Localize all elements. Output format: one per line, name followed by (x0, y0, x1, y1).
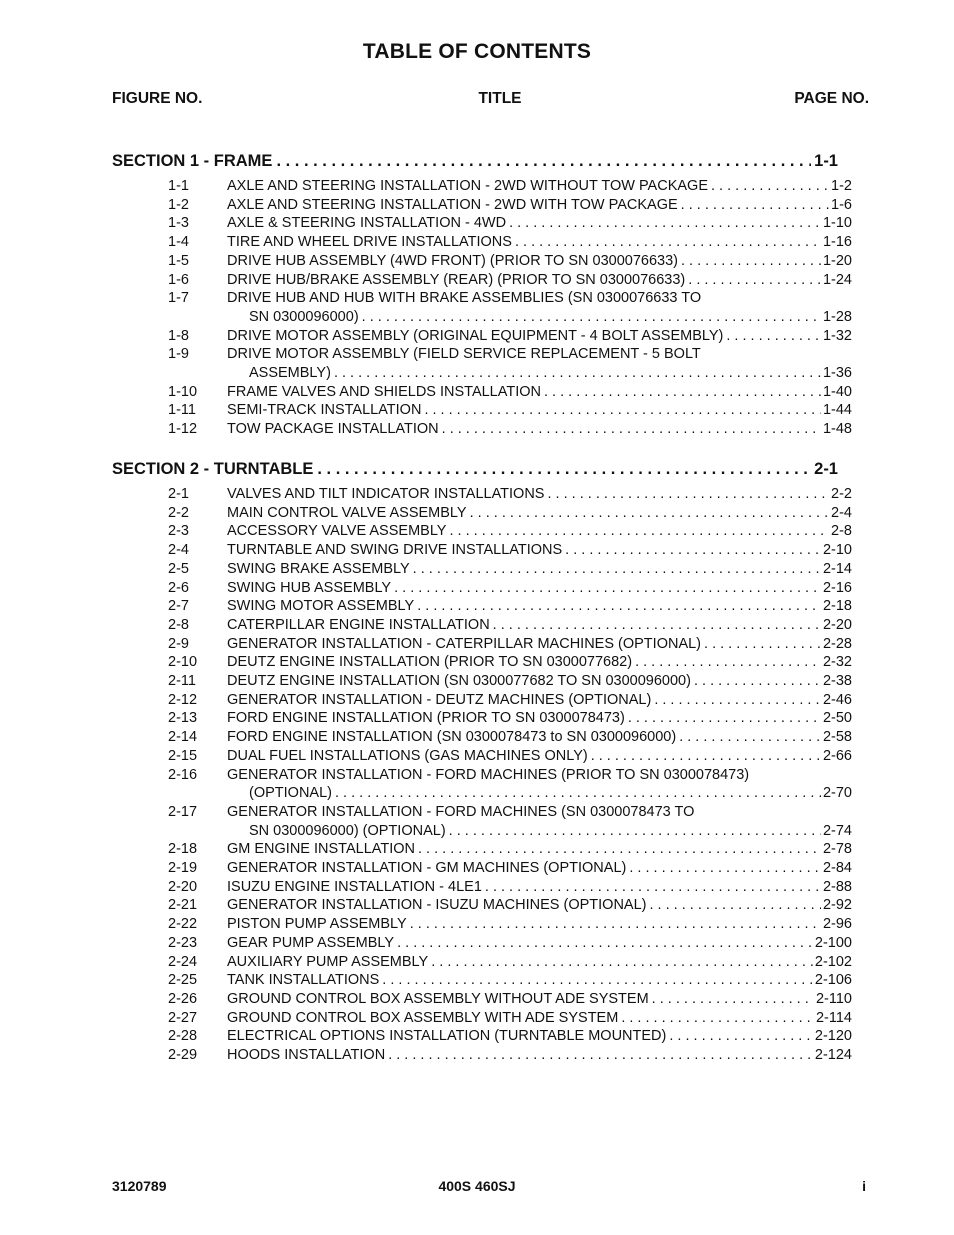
entry-title: GENERATOR INSTALLATION - GM MACHINES (OPTIONAL) (227, 860, 627, 876)
figure-number: 2-7 (168, 598, 189, 615)
entry-title: TANK INSTALLATIONS (227, 972, 380, 989)
dot-leader (591, 748, 821, 764)
entry-line (249, 365, 852, 381)
dot-leader (335, 785, 821, 801)
entry-title: DRIVE MOTOR ASSEMBLY (FIELD SERVICE REPLACEMENT - 5 BOLT (227, 346, 701, 363)
entry-line (227, 636, 852, 652)
dot-leader (362, 309, 821, 325)
section-page-number: 1-1 (814, 152, 838, 170)
dot-leader (726, 328, 821, 344)
dot-leader (688, 272, 821, 288)
entry-line (249, 309, 852, 325)
dot-leader (711, 178, 829, 194)
entry-page-number: 1-48 (822, 421, 852, 438)
entry-line (227, 879, 852, 895)
figure-number: 2-1 (168, 486, 189, 502)
entry-page-number: 2-14 (822, 560, 852, 577)
entry-page-number: 2-88 (822, 878, 852, 895)
entry-line (227, 253, 852, 269)
entry-page-number: 2-120 (814, 1028, 852, 1045)
entry-title: SWING BRAKE ASSEMBLY (227, 560, 410, 577)
entry-line (227, 402, 852, 418)
dot-leader (654, 692, 821, 708)
dot-leader (669, 1028, 813, 1044)
dot-leader (493, 617, 821, 633)
entry-line (227, 598, 852, 614)
entry-title: (OPTIONAL) (249, 785, 332, 802)
entry-page-number: 2-100 (814, 934, 852, 951)
entry-title: ISUZU ENGINE INSTALLATION - 4LE1 (227, 878, 482, 895)
page-no-header: PAGE NO. (794, 90, 869, 107)
entry-line (227, 561, 852, 577)
entry-line (249, 823, 852, 839)
dot-leader (565, 542, 821, 558)
entry-title: AXLE & STEERING INSTALLATION - 4WD (227, 215, 507, 232)
footer-page-number: i (862, 1178, 866, 1194)
figure-number: 2-11 (168, 673, 196, 689)
figure-number: 2-9 (168, 635, 189, 652)
figure-number: 2-24 (168, 953, 198, 970)
entry-page-number: 2-124 (814, 1047, 852, 1063)
entry-title: TOW PACKAGE INSTALLATION (227, 421, 439, 438)
entry-title: ELECTRICAL OPTIONS INSTALLATION (TURNTABLE MOUNTED) (227, 1028, 667, 1045)
entry-line (227, 328, 852, 344)
figure-number: 2-29 (168, 1047, 198, 1063)
entry-page-number: 2-18 (822, 598, 852, 615)
entry-line (227, 421, 852, 437)
entry-line (227, 916, 852, 932)
dot-leader (431, 954, 813, 970)
entry-line (227, 673, 852, 689)
entry-title: TURNTABLE AND SWING DRIVE INSTALLATIONS (227, 542, 563, 559)
figure-number: 2-12 (168, 691, 198, 708)
dot-leader (515, 234, 821, 250)
entry-page-number: 2-20 (822, 616, 852, 633)
entry-line (227, 860, 852, 876)
figure-number: 1-11 (168, 402, 196, 419)
entry-title: TIRE AND WHEEL DRIVE INSTALLATIONS (227, 234, 512, 251)
figure-number: 1-8 (168, 327, 189, 344)
figure-number: 1-5 (168, 252, 189, 269)
dot-leader (681, 253, 821, 269)
dot-leader (449, 523, 829, 539)
entry-line (249, 785, 852, 801)
entry-page-number: 2-70 (822, 785, 852, 802)
section-heading[interactable] (112, 460, 838, 479)
entry-line (227, 991, 852, 1007)
footer-document-number: 3120789 (112, 1178, 167, 1194)
dot-leader (410, 916, 821, 932)
entry-title: VALVES AND TILT INDICATOR INSTALLATIONS (227, 486, 545, 502)
figure-number: 2-23 (168, 934, 198, 951)
figure-number: 2-17 (168, 803, 198, 820)
entry-page-number: 2-78 (822, 841, 852, 858)
figure-number: 2-14 (168, 729, 198, 746)
entry-line (227, 710, 852, 726)
entry-page-number: 2-102 (814, 953, 852, 970)
entry-page-number: 1-36 (822, 364, 852, 381)
entry-title: FORD ENGINE INSTALLATION (PRIOR TO SN 0300078473) (227, 710, 625, 727)
entry-line (227, 523, 852, 539)
entry-title: SWING HUB ASSEMBLY (227, 579, 392, 596)
entry-line (227, 897, 852, 913)
entry-page-number: 1-10 (822, 215, 852, 232)
entry-title: AUXILIARY PUMP ASSEMBLY (227, 953, 429, 970)
dot-leader (334, 365, 821, 381)
dot-leader (417, 598, 821, 614)
figure-number: 2-18 (168, 841, 198, 858)
figure-number: 2-26 (168, 990, 198, 1007)
entry-page-number: 2-66 (822, 747, 852, 764)
entry-line (227, 729, 852, 745)
entry-title: GROUND CONTROL BOX ASSEMBLY WITHOUT ADE SYSTEM (227, 990, 649, 1007)
entry-page-number: 2-28 (822, 635, 852, 652)
entry-page-number: 1-20 (822, 252, 852, 269)
dot-leader (635, 654, 821, 670)
entry-line (227, 272, 852, 288)
figure-number: 1-6 (168, 271, 189, 288)
figure-number: 2-28 (168, 1028, 198, 1045)
entry-line (227, 384, 852, 400)
figure-number: 2-22 (168, 916, 198, 933)
entry-title: ACCESSORY VALVE ASSEMBLY (227, 523, 447, 540)
dot-leader (629, 860, 821, 876)
figure-number: 1-9 (168, 346, 189, 363)
entry-title: GENERATOR INSTALLATION - ISUZU MACHINES (OPTIONAL) (227, 897, 647, 914)
dot-leader (547, 486, 829, 502)
dot-leader (694, 673, 821, 689)
figure-number: 2-25 (168, 972, 198, 989)
figure-number: 1-1 (168, 178, 189, 194)
dot-leader (418, 841, 821, 857)
entry-title: PISTON PUMP ASSEMBLY (227, 916, 407, 933)
entry-line (227, 215, 852, 231)
entry-page-number: 2-92 (822, 897, 852, 914)
figure-number: 2-8 (168, 616, 189, 633)
dot-leader (544, 384, 821, 400)
entry-title: GENERATOR INSTALLATION - CATERPILLAR MACHINES (OPTIONAL) (227, 635, 702, 652)
section-heading[interactable] (112, 152, 838, 171)
dot-leader (509, 215, 821, 231)
entry-title: AXLE AND STEERING INSTALLATION - 2WD WITHOUT TOW PACKAGE (227, 178, 708, 194)
entry-line (227, 1010, 852, 1026)
section-page-number: 2-1 (814, 460, 838, 478)
dot-leader (276, 152, 811, 171)
dot-leader (394, 580, 821, 596)
entry-title: GENERATOR INSTALLATION - FORD MACHINES (PRIOR TO SN 0300078473) (227, 766, 750, 783)
figure-number: 2-5 (168, 560, 189, 577)
entry-page-number: 2-4 (831, 504, 852, 521)
dot-leader (704, 636, 821, 652)
entry-title: AXLE AND STEERING INSTALLATION - 2WD WITH TOW PACKAGE (227, 196, 678, 213)
entry-title: SN 0300096000) (249, 308, 359, 325)
dot-leader (470, 505, 829, 521)
entry-page-number: 2-32 (822, 654, 852, 671)
entry-page-number: 1-16 (822, 234, 852, 251)
figure-number: 2-19 (168, 860, 198, 876)
entry-page-number: 1-6 (831, 196, 852, 213)
entry-page-number: 2-8 (831, 523, 852, 540)
entry-title: GROUND CONTROL BOX ASSEMBLY WITH ADE SYSTEM (227, 1009, 619, 1026)
entry-title: ASSEMBLY) (249, 364, 331, 381)
entry-line (227, 290, 852, 306)
entry-title: SEMI-TRACK INSTALLATION (227, 402, 422, 419)
entry-title: DRIVE HUB/BRAKE ASSEMBLY (REAR) (PRIOR TO SN 0300076633) (227, 271, 686, 288)
entry-title: CATERPILLAR ENGINE INSTALLATION (227, 616, 490, 633)
entry-title: SN 0300096000) (OPTIONAL) (249, 822, 446, 839)
entry-line (227, 748, 852, 764)
figure-no-header: FIGURE NO. (112, 90, 203, 107)
entry-page-number: 1-28 (822, 308, 852, 325)
entry-title: DRIVE MOTOR ASSEMBLY (ORIGINAL EQUIPMENT - 4 BOLT ASSEMBLY) (227, 327, 724, 344)
entry-page-number: 2-46 (822, 691, 852, 708)
figure-number: 2-4 (168, 542, 189, 559)
entry-page-number: 1-40 (822, 383, 852, 400)
entry-page-number: 1-44 (822, 402, 852, 419)
entry-page-number: 2-50 (822, 710, 852, 727)
entry-title: GEAR PUMP ASSEMBLY (227, 934, 395, 951)
dot-leader (652, 991, 814, 1007)
figure-number: 1-4 (168, 234, 189, 251)
entry-title: GENERATOR INSTALLATION - FORD MACHINES (SN 0300078473 TO (227, 803, 695, 820)
entry-page-number: 2-38 (822, 673, 852, 689)
section-label: SECTION 1 - FRAME (112, 152, 273, 170)
figure-number: 1-10 (168, 383, 198, 400)
entry-page-number: 1-32 (822, 327, 852, 344)
entry-page-number: 2-114 (815, 1009, 852, 1026)
figure-number: 2-15 (168, 747, 198, 764)
figure-number: 2-3 (168, 523, 189, 540)
dot-leader (382, 972, 813, 988)
title-header: TITLE (478, 90, 522, 107)
figure-number: 2-16 (168, 766, 198, 783)
figure-number: 2-27 (168, 1009, 198, 1026)
figure-number: 1-12 (168, 421, 198, 438)
entry-line (227, 804, 852, 820)
entry-line (227, 486, 852, 502)
figure-number: 2-13 (168, 710, 198, 727)
entry-title: FRAME VALVES AND SHIELDS INSTALLATION (227, 383, 541, 400)
entry-line (227, 178, 852, 194)
section-label: SECTION 2 - TURNTABLE (112, 460, 314, 478)
dot-leader (317, 460, 811, 479)
entry-title: MAIN CONTROL VALVE ASSEMBLY (227, 504, 467, 521)
entry-title: SWING MOTOR ASSEMBLY (227, 598, 415, 615)
figure-number: 2-20 (168, 878, 198, 895)
entry-page-number: 2-106 (814, 972, 852, 989)
entry-line (227, 505, 852, 521)
entry-title: DEUTZ ENGINE INSTALLATION (PRIOR TO SN 0300077682) (227, 654, 633, 671)
entry-line (227, 692, 852, 708)
entry-line (227, 1047, 852, 1063)
entry-page-number: 2-2 (831, 486, 852, 502)
entry-title: DRIVE HUB AND HUB WITH BRAKE ASSEMBLIES (SN 0300076633 TO (227, 290, 702, 307)
entry-page-number: 2-74 (822, 822, 852, 839)
entry-title: GENERATOR INSTALLATION - DEUTZ MACHINES (OPTIONAL) (227, 691, 652, 708)
figure-number: 1-2 (168, 196, 189, 213)
dot-leader (621, 1010, 814, 1026)
footer-model: 400S 460SJ (438, 1178, 516, 1194)
entry-page-number: 2-84 (822, 860, 852, 876)
entry-line (227, 197, 852, 213)
dot-leader (449, 823, 821, 839)
page-title: TABLE OF CONTENTS (362, 40, 592, 63)
figure-number: 2-2 (168, 504, 189, 521)
entry-title: HOODS INSTALLATION (227, 1047, 386, 1063)
dot-leader (679, 729, 821, 745)
entry-page-number: 2-10 (822, 542, 852, 559)
entry-line (227, 542, 852, 558)
figure-number: 1-7 (168, 290, 189, 307)
entry-page-number: 1-24 (822, 271, 852, 288)
entry-title: DEUTZ ENGINE INSTALLATION (SN 0300077682 TO SN 0300096000) (227, 673, 691, 689)
entry-title: GM ENGINE INSTALLATION (227, 841, 415, 858)
entry-line (227, 580, 852, 596)
entry-title: FORD ENGINE INSTALLATION (SN 0300078473 to SN 0300096000) (227, 729, 677, 746)
figure-number: 2-6 (168, 579, 189, 596)
entry-page-number: 1-2 (831, 178, 852, 194)
entry-line (227, 234, 852, 250)
entry-page-number: 2-96 (822, 916, 852, 933)
figure-number: 1-3 (168, 215, 189, 232)
entry-line (227, 654, 852, 670)
entry-page-number: 2-16 (822, 579, 852, 596)
dot-leader (681, 197, 829, 213)
entry-line (227, 972, 852, 988)
entry-line (227, 1028, 852, 1044)
entry-title: DUAL FUEL INSTALLATIONS (GAS MACHINES ONLY) (227, 747, 588, 764)
entry-line (227, 954, 852, 970)
dot-leader (485, 879, 821, 895)
entry-line (227, 935, 852, 951)
dot-leader (649, 897, 820, 913)
dot-leader (413, 561, 821, 577)
dot-leader (628, 710, 821, 726)
entry-line (227, 346, 852, 362)
entry-line (227, 617, 852, 633)
dot-leader (442, 421, 821, 437)
figure-number: 2-10 (168, 654, 198, 671)
entry-page-number: 2-58 (822, 729, 852, 746)
dot-leader (397, 935, 813, 951)
entry-line (227, 767, 852, 783)
dot-leader (388, 1047, 813, 1063)
dot-leader (424, 402, 821, 418)
entry-title: DRIVE HUB ASSEMBLY (4WD FRONT) (PRIOR TO SN 0300076633) (227, 252, 678, 269)
figure-number: 2-21 (168, 897, 198, 914)
entry-line (227, 841, 852, 857)
entry-page-number: 2-110 (815, 990, 852, 1007)
